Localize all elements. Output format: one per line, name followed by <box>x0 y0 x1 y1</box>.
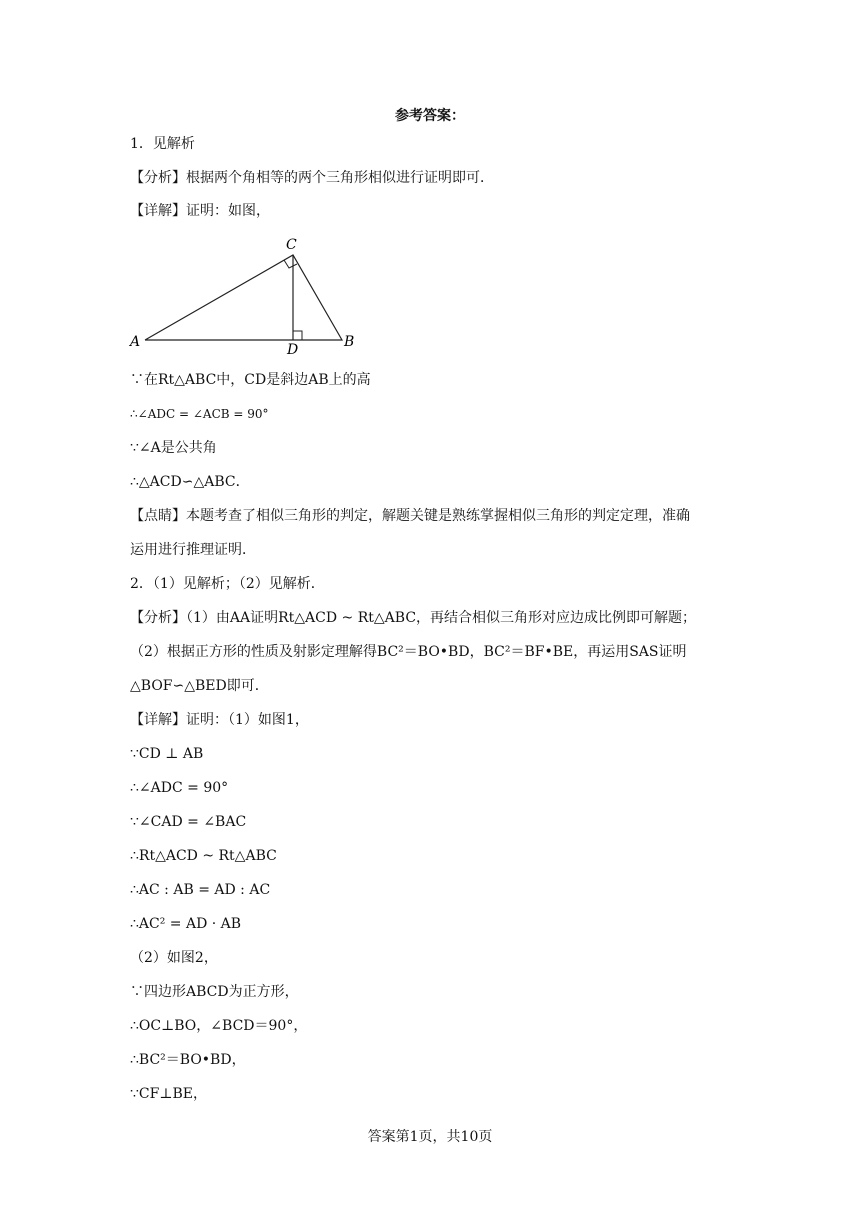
q1-step-4: ∴△ACD∽△ABC． <box>130 474 250 490</box>
q1-step-2: ∴∠ADC = ∠ACB = 90° <box>130 407 269 421</box>
page-title: 参考答案： <box>395 108 465 124</box>
q2-step-2: ∴∠ADC = 90° <box>130 780 229 796</box>
q2-step-3: ∵∠CAD = ∠BAC <box>130 814 247 830</box>
q1-triangle-figure <box>128 232 364 358</box>
q1-number: 1．见解析 <box>130 136 195 152</box>
q1-step-1: ∵在Rt△ABC中，CD是斜边AB上的高 <box>130 372 371 388</box>
q1-comment-line2: 运用进行推理证明． <box>130 542 256 558</box>
label-a: A <box>130 334 141 350</box>
label-d: D <box>287 342 299 358</box>
q2-step-9: ∴OC⊥BO，∠BCD＝90°， <box>130 1018 308 1034</box>
q2-step-5: ∴AC : AB = AD : AC <box>130 882 271 898</box>
q2-step-7: （2）如图2， <box>130 950 218 966</box>
q2-step-1: ∵CD ⊥ AB <box>130 746 204 762</box>
q2-number: 2．（1）见解析；（2）见解析． <box>130 576 325 592</box>
label-b: B <box>344 334 355 350</box>
q2-step-11: ∵CF⊥BE， <box>130 1086 208 1102</box>
label-c: C <box>286 237 297 253</box>
right-angle-d-mark <box>293 331 302 340</box>
q1-comment-line1: 【点睛】本题考查了相似三角形的判定，解题关键是熟练掌握相似三角形的判定定理，准确 <box>130 508 690 524</box>
q2-step-8: ∵四边形ABCD为正方形， <box>130 984 299 1000</box>
q1-detail: 【详解】证明：如图， <box>130 203 270 219</box>
triangle-abc <box>145 255 342 340</box>
q2-analysis-line3: △BOF∽△BED即可． <box>130 678 269 694</box>
q2-step-10: ∴BC²＝BO•BD， <box>130 1052 246 1068</box>
q2-analysis-line1: 【分析】（1）由AA证明Rt△ACD ~ Rt△ABC，再结合相似三角形对应边成比例即可解题； <box>130 610 697 626</box>
q1-analysis: 【分析】根据两个角相等的两个三角形相似进行证明即可． <box>130 170 494 186</box>
q1-step-3: ∵∠A是公共角 <box>130 440 217 456</box>
q2-analysis-line2: （2）根据正方形的性质及射影定理解得BC²＝BO•BD，BC²＝BF•BE，再运用SAS证明 <box>130 644 687 660</box>
q2-detail: 【详解】证明：（1）如图1， <box>130 712 309 728</box>
right-angle-c-mark <box>284 260 297 268</box>
q2-step-4: ∴Rt△ACD ~ Rt△ABC <box>130 848 277 864</box>
page-footer: 答案第1页，共10页 <box>367 1129 493 1145</box>
q2-step-6: ∴AC² = AD · AB <box>130 916 242 932</box>
